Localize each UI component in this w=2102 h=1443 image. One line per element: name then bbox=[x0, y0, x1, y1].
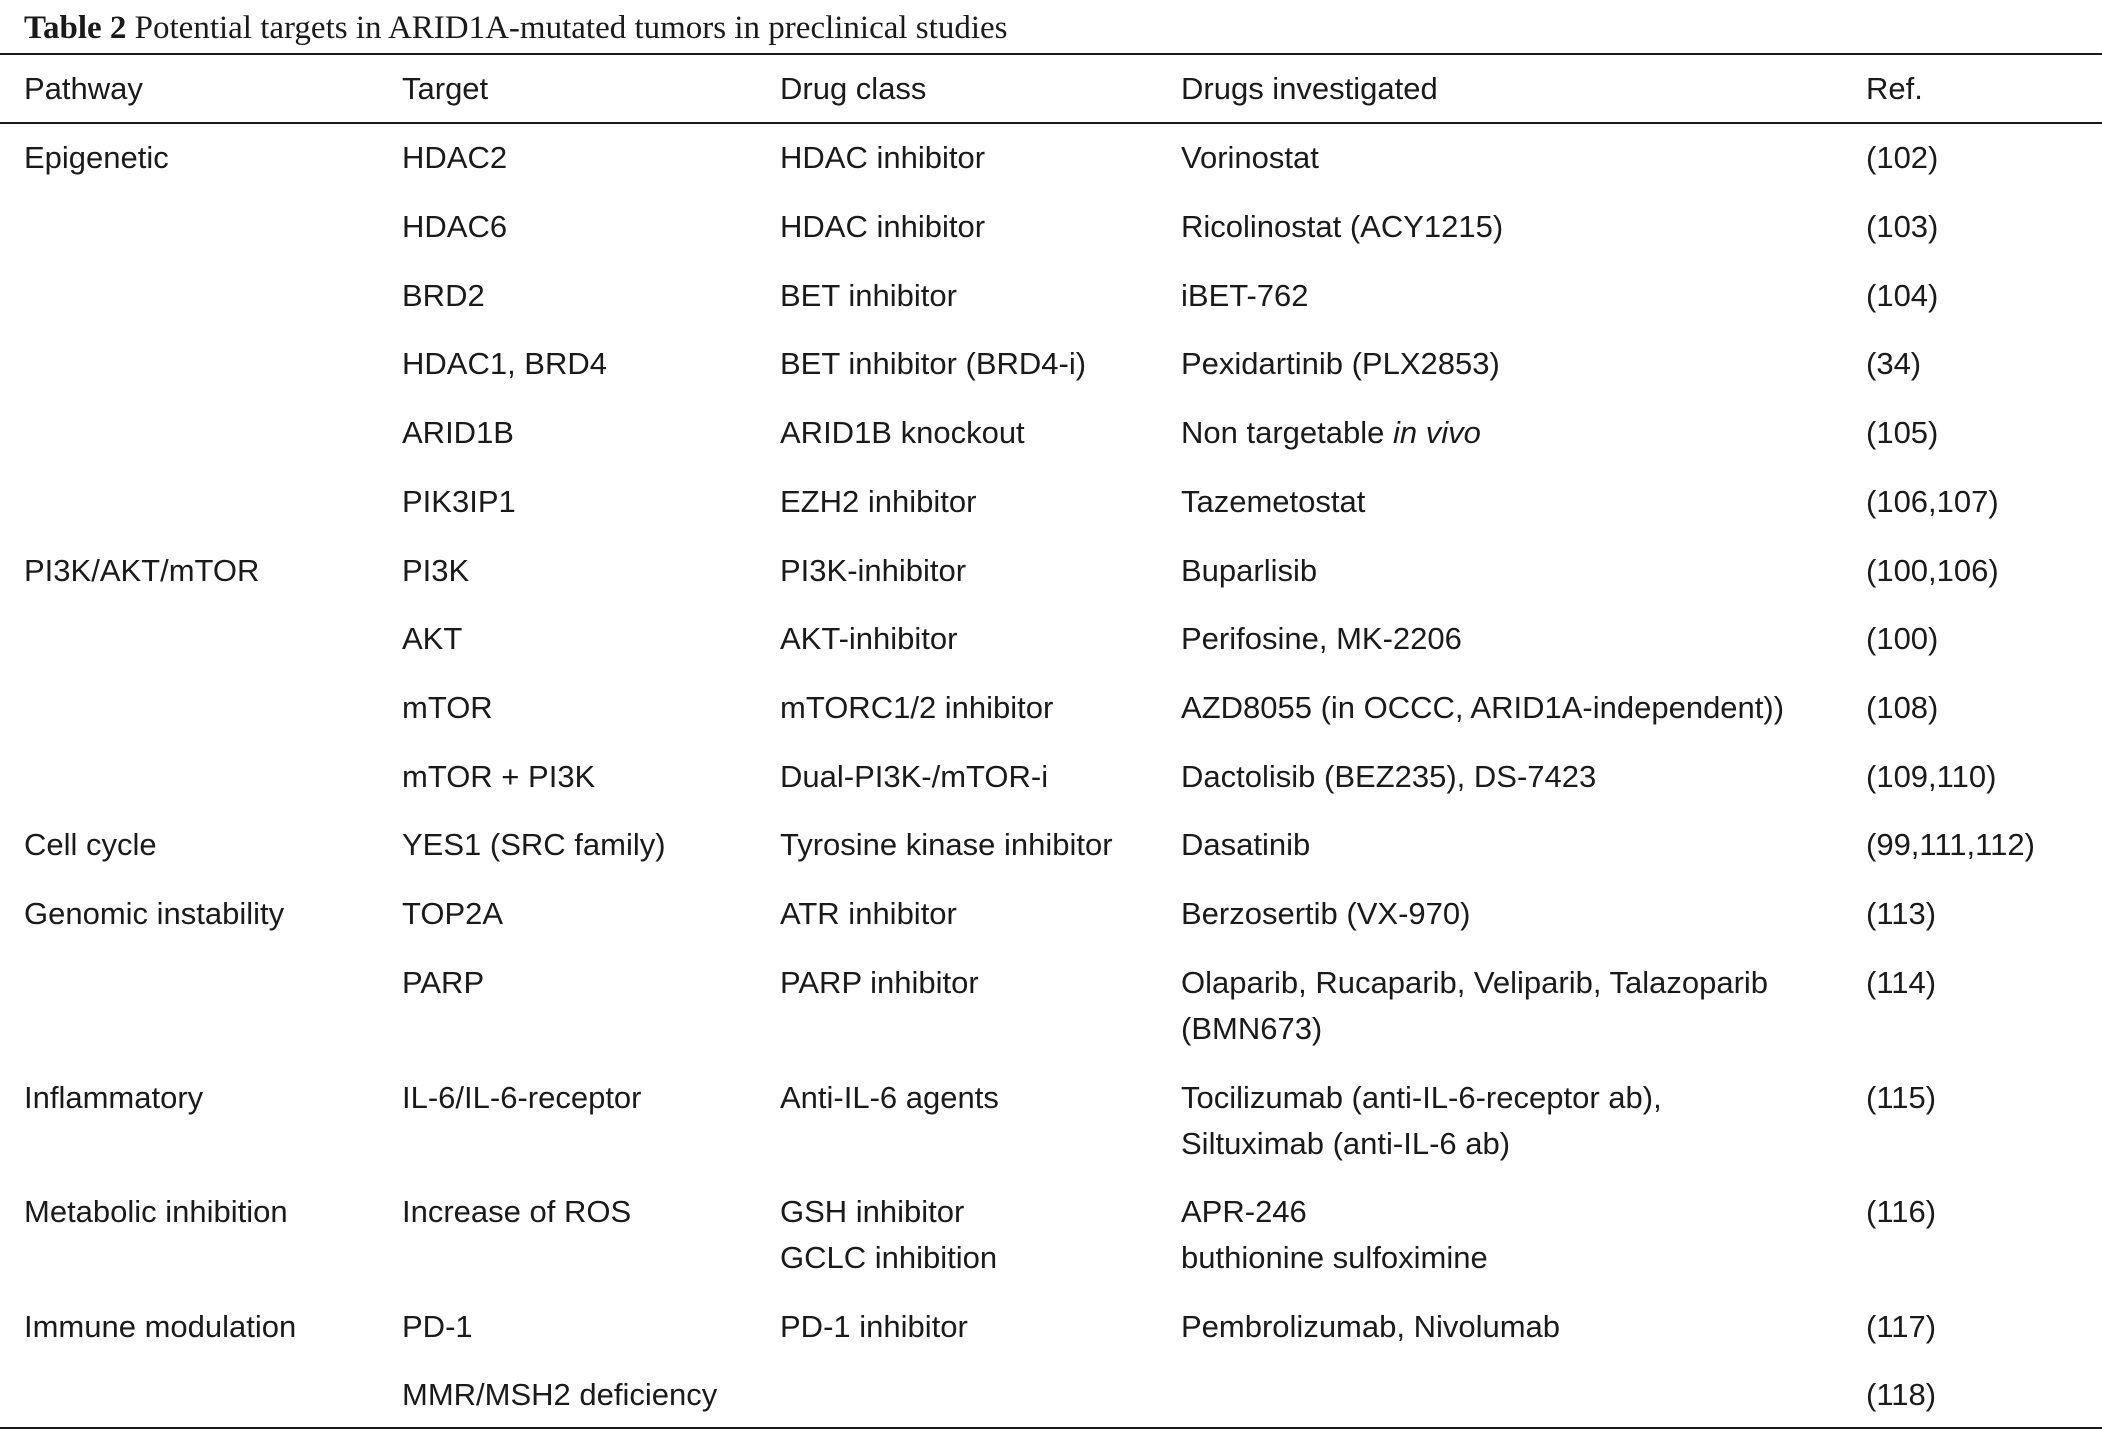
cell-target: PI3K bbox=[402, 553, 470, 588]
cell-target: mTOR + PI3K bbox=[402, 759, 596, 794]
cell-target: mTOR bbox=[402, 690, 493, 725]
table-header-rule bbox=[0, 122, 2102, 124]
cell-drugs bbox=[1181, 204, 1503, 250]
cell-drugs bbox=[1181, 754, 1596, 800]
cell-drugs bbox=[1181, 960, 1768, 1052]
cell-drugs bbox=[1181, 341, 1500, 387]
cell-target: PARP bbox=[402, 965, 485, 1000]
cell-ref: (103) bbox=[1866, 209, 1939, 244]
cell-ref: (116) bbox=[1866, 1194, 1937, 1229]
cell-drug-class-line: Tyrosine kinase inhibitor bbox=[780, 827, 1113, 862]
cell-drugs-line: Tazemetostat bbox=[1181, 484, 1366, 519]
cell-drug-class bbox=[780, 273, 957, 319]
cell-drug-class bbox=[780, 891, 957, 937]
cell-drugs-line: Berzosertib (VX-970) bbox=[1181, 896, 1471, 931]
cell-drugs bbox=[1181, 616, 1462, 662]
header-ref: Ref. bbox=[1866, 71, 1923, 106]
cell-ref: (105) bbox=[1866, 415, 1939, 450]
cell-pathway: Metabolic inhibition bbox=[24, 1194, 288, 1229]
cell-drug-class bbox=[780, 1304, 968, 1350]
cell-target: YES1 (SRC family) bbox=[402, 827, 666, 862]
cell-ref: (106,107) bbox=[1866, 484, 1999, 519]
cell-drug-class bbox=[780, 548, 966, 594]
cell-target: MMR/MSH2 deficiency bbox=[402, 1377, 718, 1412]
cell-drugs bbox=[1181, 1304, 1560, 1350]
cell-ref: (102) bbox=[1866, 140, 1939, 175]
cell-drugs-line: Tocilizumab (anti-IL-6-receptor ab), bbox=[1181, 1080, 1662, 1115]
italic-term: in vivo bbox=[1392, 415, 1481, 450]
cell-target: HDAC1, BRD4 bbox=[402, 346, 607, 381]
cell-target: PIK3IP1 bbox=[402, 484, 516, 519]
cell-drug-class bbox=[780, 204, 985, 250]
cell-ref: (117) bbox=[1866, 1309, 1937, 1344]
cell-pathway: Immune modulation bbox=[24, 1309, 297, 1344]
cell-drug-class-line: GCLC inhibition bbox=[780, 1240, 998, 1275]
cell-drugs bbox=[1181, 479, 1365, 525]
cell-drug-class bbox=[780, 754, 1048, 800]
header-drug-class: Drug class bbox=[780, 71, 927, 106]
cell-ref: (108) bbox=[1866, 690, 1939, 725]
cell-drug-class-line: PD-1 inhibitor bbox=[780, 1309, 968, 1344]
cell-drug-class-line: ARID1B knockout bbox=[780, 415, 1025, 450]
cell-ref: (113) bbox=[1866, 896, 1937, 931]
cell-drug-class bbox=[780, 960, 979, 1006]
cell-target: Increase of ROS bbox=[402, 1194, 632, 1229]
cell-drugs bbox=[1181, 891, 1470, 937]
header-pathway: Pathway bbox=[24, 71, 143, 106]
cell-pathway: Cell cycle bbox=[24, 827, 157, 862]
cell-drugs-line: APR-246 bbox=[1181, 1194, 1307, 1229]
cell-ref: (115) bbox=[1866, 1080, 1937, 1115]
cell-drugs bbox=[1181, 1189, 1488, 1281]
cell-drugs bbox=[1181, 135, 1319, 181]
cell-drug-class-line: HDAC inhibitor bbox=[780, 140, 986, 175]
cell-drugs-line: Dactolisib (BEZ235), DS-7423 bbox=[1181, 759, 1597, 794]
cell-target: TOP2A bbox=[402, 896, 504, 931]
cell-drug-class-line: AKT-inhibitor bbox=[780, 621, 958, 656]
cell-drug-class bbox=[780, 616, 957, 662]
cell-ref: (104) bbox=[1866, 278, 1939, 313]
cell-drugs bbox=[1181, 1075, 1662, 1167]
table-caption-text: Potential targets in ARID1A-mutated tumors in preclinical studies bbox=[134, 10, 1008, 46]
cell-drugs-line: Pexidartinib (PLX2853) bbox=[1181, 346, 1500, 381]
cell-drug-class-line: Dual-PI3K-/mTOR-i bbox=[780, 759, 1049, 794]
cell-drug-class bbox=[780, 1189, 997, 1281]
cell-ref: (118) bbox=[1866, 1377, 1937, 1412]
cell-drugs-line: buthionine sulfoximine bbox=[1181, 1240, 1488, 1275]
cell-drugs-line: Perifosine, MK-2206 bbox=[1181, 621, 1462, 656]
cell-ref: (100,106) bbox=[1866, 553, 1999, 588]
cell-drug-class bbox=[780, 479, 976, 525]
cell-pathway: PI3K/AKT/mTOR bbox=[24, 553, 260, 588]
cell-drugs-line: Non targetable in vivo bbox=[1181, 415, 1481, 450]
cell-drugs bbox=[1181, 822, 1310, 868]
cell-pathway: Inflammatory bbox=[24, 1080, 204, 1115]
cell-drug-class-line: GSH inhibitor bbox=[780, 1194, 965, 1229]
cell-target: HDAC6 bbox=[402, 209, 508, 244]
cell-drugs bbox=[1181, 685, 1784, 731]
cell-drugs-line: Ricolinostat (ACY1215) bbox=[1181, 209, 1504, 244]
cell-drug-class bbox=[780, 341, 1086, 387]
cell-target: AKT bbox=[402, 621, 463, 656]
table-caption bbox=[24, 6, 1007, 50]
header-target: Target bbox=[402, 71, 489, 106]
cell-drug-class-line: EZH2 inhibitor bbox=[780, 484, 977, 519]
cell-drugs bbox=[1181, 273, 1309, 319]
cell-ref: (100) bbox=[1866, 621, 1939, 656]
cell-drug-class-line: PARP inhibitor bbox=[780, 965, 979, 1000]
header-drugs-investigated: Drugs investigated bbox=[1181, 71, 1438, 106]
cell-target: PD-1 bbox=[402, 1309, 473, 1344]
table-bottom-rule bbox=[0, 1427, 2102, 1429]
cell-drug-class-line: HDAC inhibitor bbox=[780, 209, 986, 244]
cell-target: IL-6/IL-6-receptor bbox=[402, 1080, 642, 1115]
cell-drug-class bbox=[780, 685, 1053, 731]
cell-drug-class-line: ATR inhibitor bbox=[780, 896, 957, 931]
cell-target: ARID1B bbox=[402, 415, 514, 450]
cell-ref: (99,111,112) bbox=[1866, 827, 2035, 862]
table-caption-label: Table 2 bbox=[24, 10, 127, 46]
cell-drugs-line: iBET-762 bbox=[1181, 278, 1309, 313]
cell-ref: (109,110) bbox=[1866, 759, 1997, 794]
cell-drug-class bbox=[780, 1075, 999, 1121]
cell-drug-class bbox=[780, 822, 1113, 868]
cell-ref: (34) bbox=[1866, 346, 1922, 381]
cell-target: BRD2 bbox=[402, 278, 485, 313]
cell-ref: (114) bbox=[1866, 965, 1937, 1000]
cell-drugs-line: Vorinostat bbox=[1181, 140, 1319, 175]
cell-drug-class bbox=[780, 135, 985, 181]
cell-drugs-line: Pembrolizumab, Nivolumab bbox=[1181, 1309, 1561, 1344]
cell-pathway: Genomic instability bbox=[24, 896, 285, 931]
cell-drugs-line: AZD8055 (in OCCC, ARID1A-independent)) bbox=[1181, 690, 1785, 725]
cell-drugs-line: Olaparib, Rucaparib, Veliparib, Talazoparib bbox=[1181, 965, 1769, 1000]
cell-drug-class-line: BET inhibitor (BRD4-i) bbox=[780, 346, 1087, 381]
cell-drug-class-line: Anti-IL-6 agents bbox=[780, 1080, 999, 1115]
cell-drug-class bbox=[780, 410, 1025, 456]
cell-drugs-line: Dasatinib bbox=[1181, 827, 1311, 862]
cell-drugs-line: Siltuximab (anti-IL-6 ab) bbox=[1181, 1126, 1511, 1161]
cell-pathway: Epigenetic bbox=[24, 140, 169, 175]
cell-drugs bbox=[1181, 548, 1317, 594]
table-top-rule bbox=[0, 53, 2102, 55]
cell-drug-class-line: BET inhibitor bbox=[780, 278, 957, 313]
cell-target: HDAC2 bbox=[402, 140, 508, 175]
cell-drug-class-line: PI3K-inhibitor bbox=[780, 553, 967, 588]
cell-drugs-line: (BMN673) bbox=[1181, 1011, 1323, 1046]
cell-drug-class-line: mTORC1/2 inhibitor bbox=[780, 690, 1054, 725]
cell-drugs-line: Buparlisib bbox=[1181, 553, 1318, 588]
cell-drugs bbox=[1181, 410, 1481, 456]
